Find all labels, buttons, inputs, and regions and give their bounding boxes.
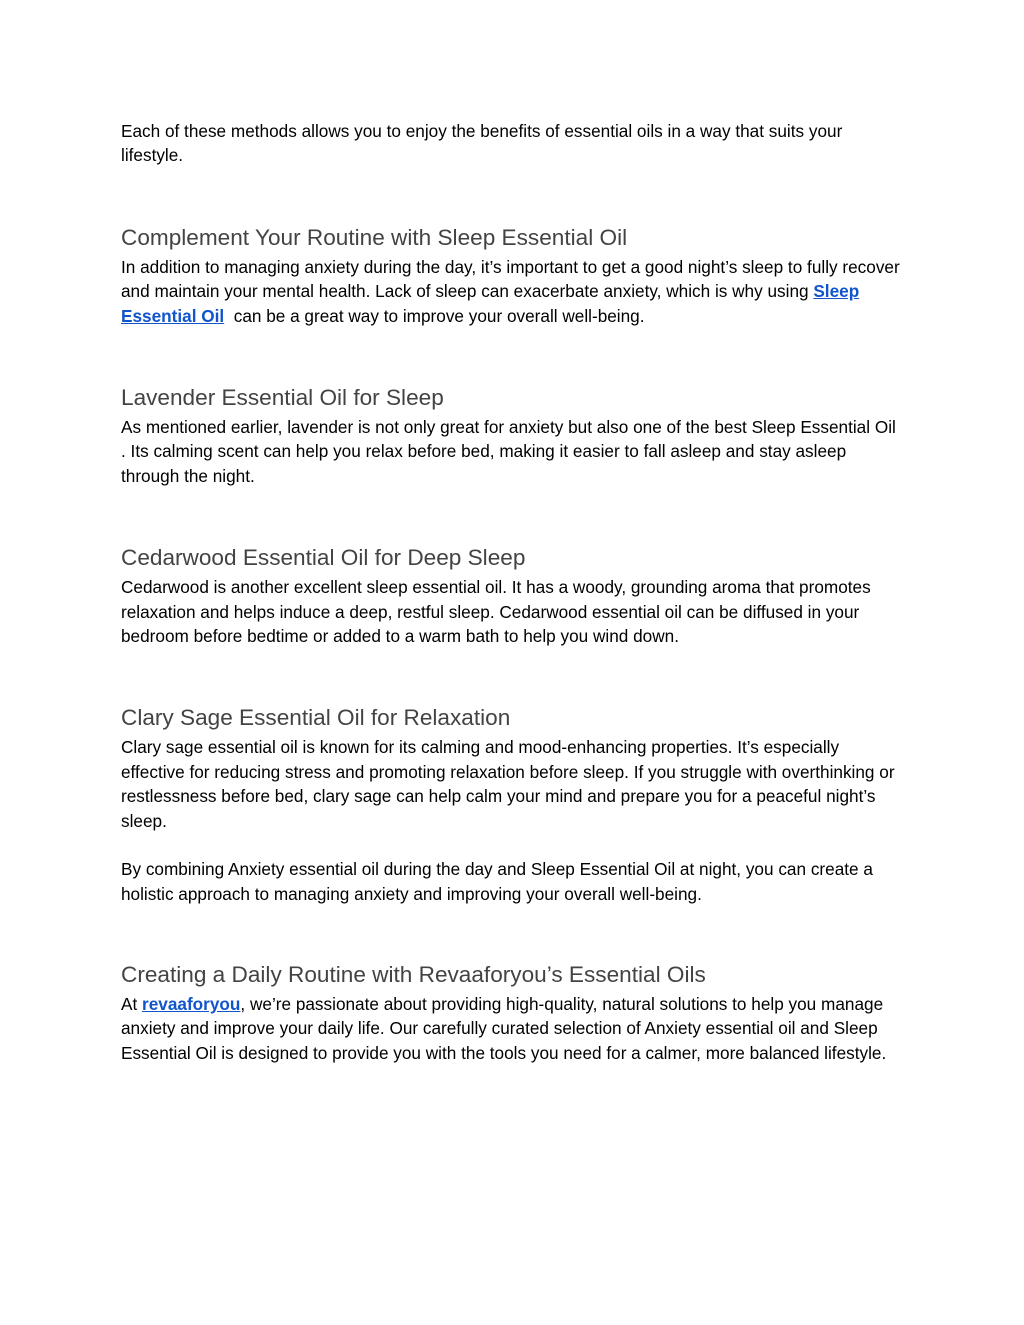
section-sleep-essential-oil [121, 224, 903, 328]
section-heading: Clary Sage Essential Oil for Relaxation [121, 705, 511, 731]
section-paragraph [121, 255, 903, 328]
section-paragraph: As mentioned earlier, lavender is not only great for anxiety but also one of the best Sleep Essential Oil . Its calming scent can help you relax before bed, making it easier to fall asleep and stay asleep through the night. [121, 417, 896, 486]
section-heading: Cedarwood Essential Oil for Deep Sleep [121, 545, 526, 571]
section-paragraph [121, 992, 903, 1065]
sleep-essential-oil-link[interactable]: Sleep Essential Oil [121, 281, 860, 326]
paragraph-text: At [121, 993, 143, 1014]
paragraph-text: can be a great way to improve your overall well-being. [224, 305, 645, 326]
paragraph-text: , we’re passionate about providing high-quality, natural solutions to help you manage anxiety and improve your daily life. Our carefully curated selection of Anxiety essential oil and Sleep Essential Oil is designed to provide you with the tools you need for a calmer, more balanced lifestyle. [121, 993, 887, 1063]
section-daily-routine [121, 961, 903, 1065]
document-page [121, 119, 903, 1065]
section-paragraph: By combining Anxiety essential oil during the day and Sleep Essential Oil at night, you can create a holistic approach to managing anxiety and improving your overall well-being. [121, 859, 873, 904]
section-cedarwood [121, 544, 903, 648]
section-clary-sage [121, 704, 903, 905]
paragraph-text: In addition to managing anxiety during the day, it’s important to get a good night’s sleep to fully recover and maintain your mental health. Lack of sleep can exacerbate anxiety, which is why using [121, 256, 900, 302]
section-paragraph: Cedarwood is another excellent sleep essential oil. It has a woody, grounding aroma that promotes relaxation and helps induce a deep, restful sleep. Cedarwood essential oil can be diffused in your bedroom before bedtime or added to a warm bath to help you wind down. [121, 577, 871, 647]
section-paragraph: Clary sage essential oil is known for its calming and mood-enhancing properties. It’s especially effective for reducing stress and promoting relaxation before sleep. If you struggle with overthinking or restlessness before bed, clary sage can help calm your mind and prepare you for a peaceful night’s sleep. [121, 737, 895, 831]
section-heading: Creating a Daily Routine with Revaaforyou’s Essential Oils [121, 961, 706, 987]
section-lavender [121, 384, 903, 488]
section-heading: Complement Your Routine with Sleep Essential Oil [121, 224, 628, 250]
revaaforyou-link[interactable]: revaaforyou [142, 993, 241, 1014]
section-heading: Lavender Essential Oil for Sleep [121, 385, 444, 411]
intro-paragraph: Each of these methods allows you to enjoy the benefits of essential oils in a way that suits your lifestyle. [121, 121, 843, 166]
